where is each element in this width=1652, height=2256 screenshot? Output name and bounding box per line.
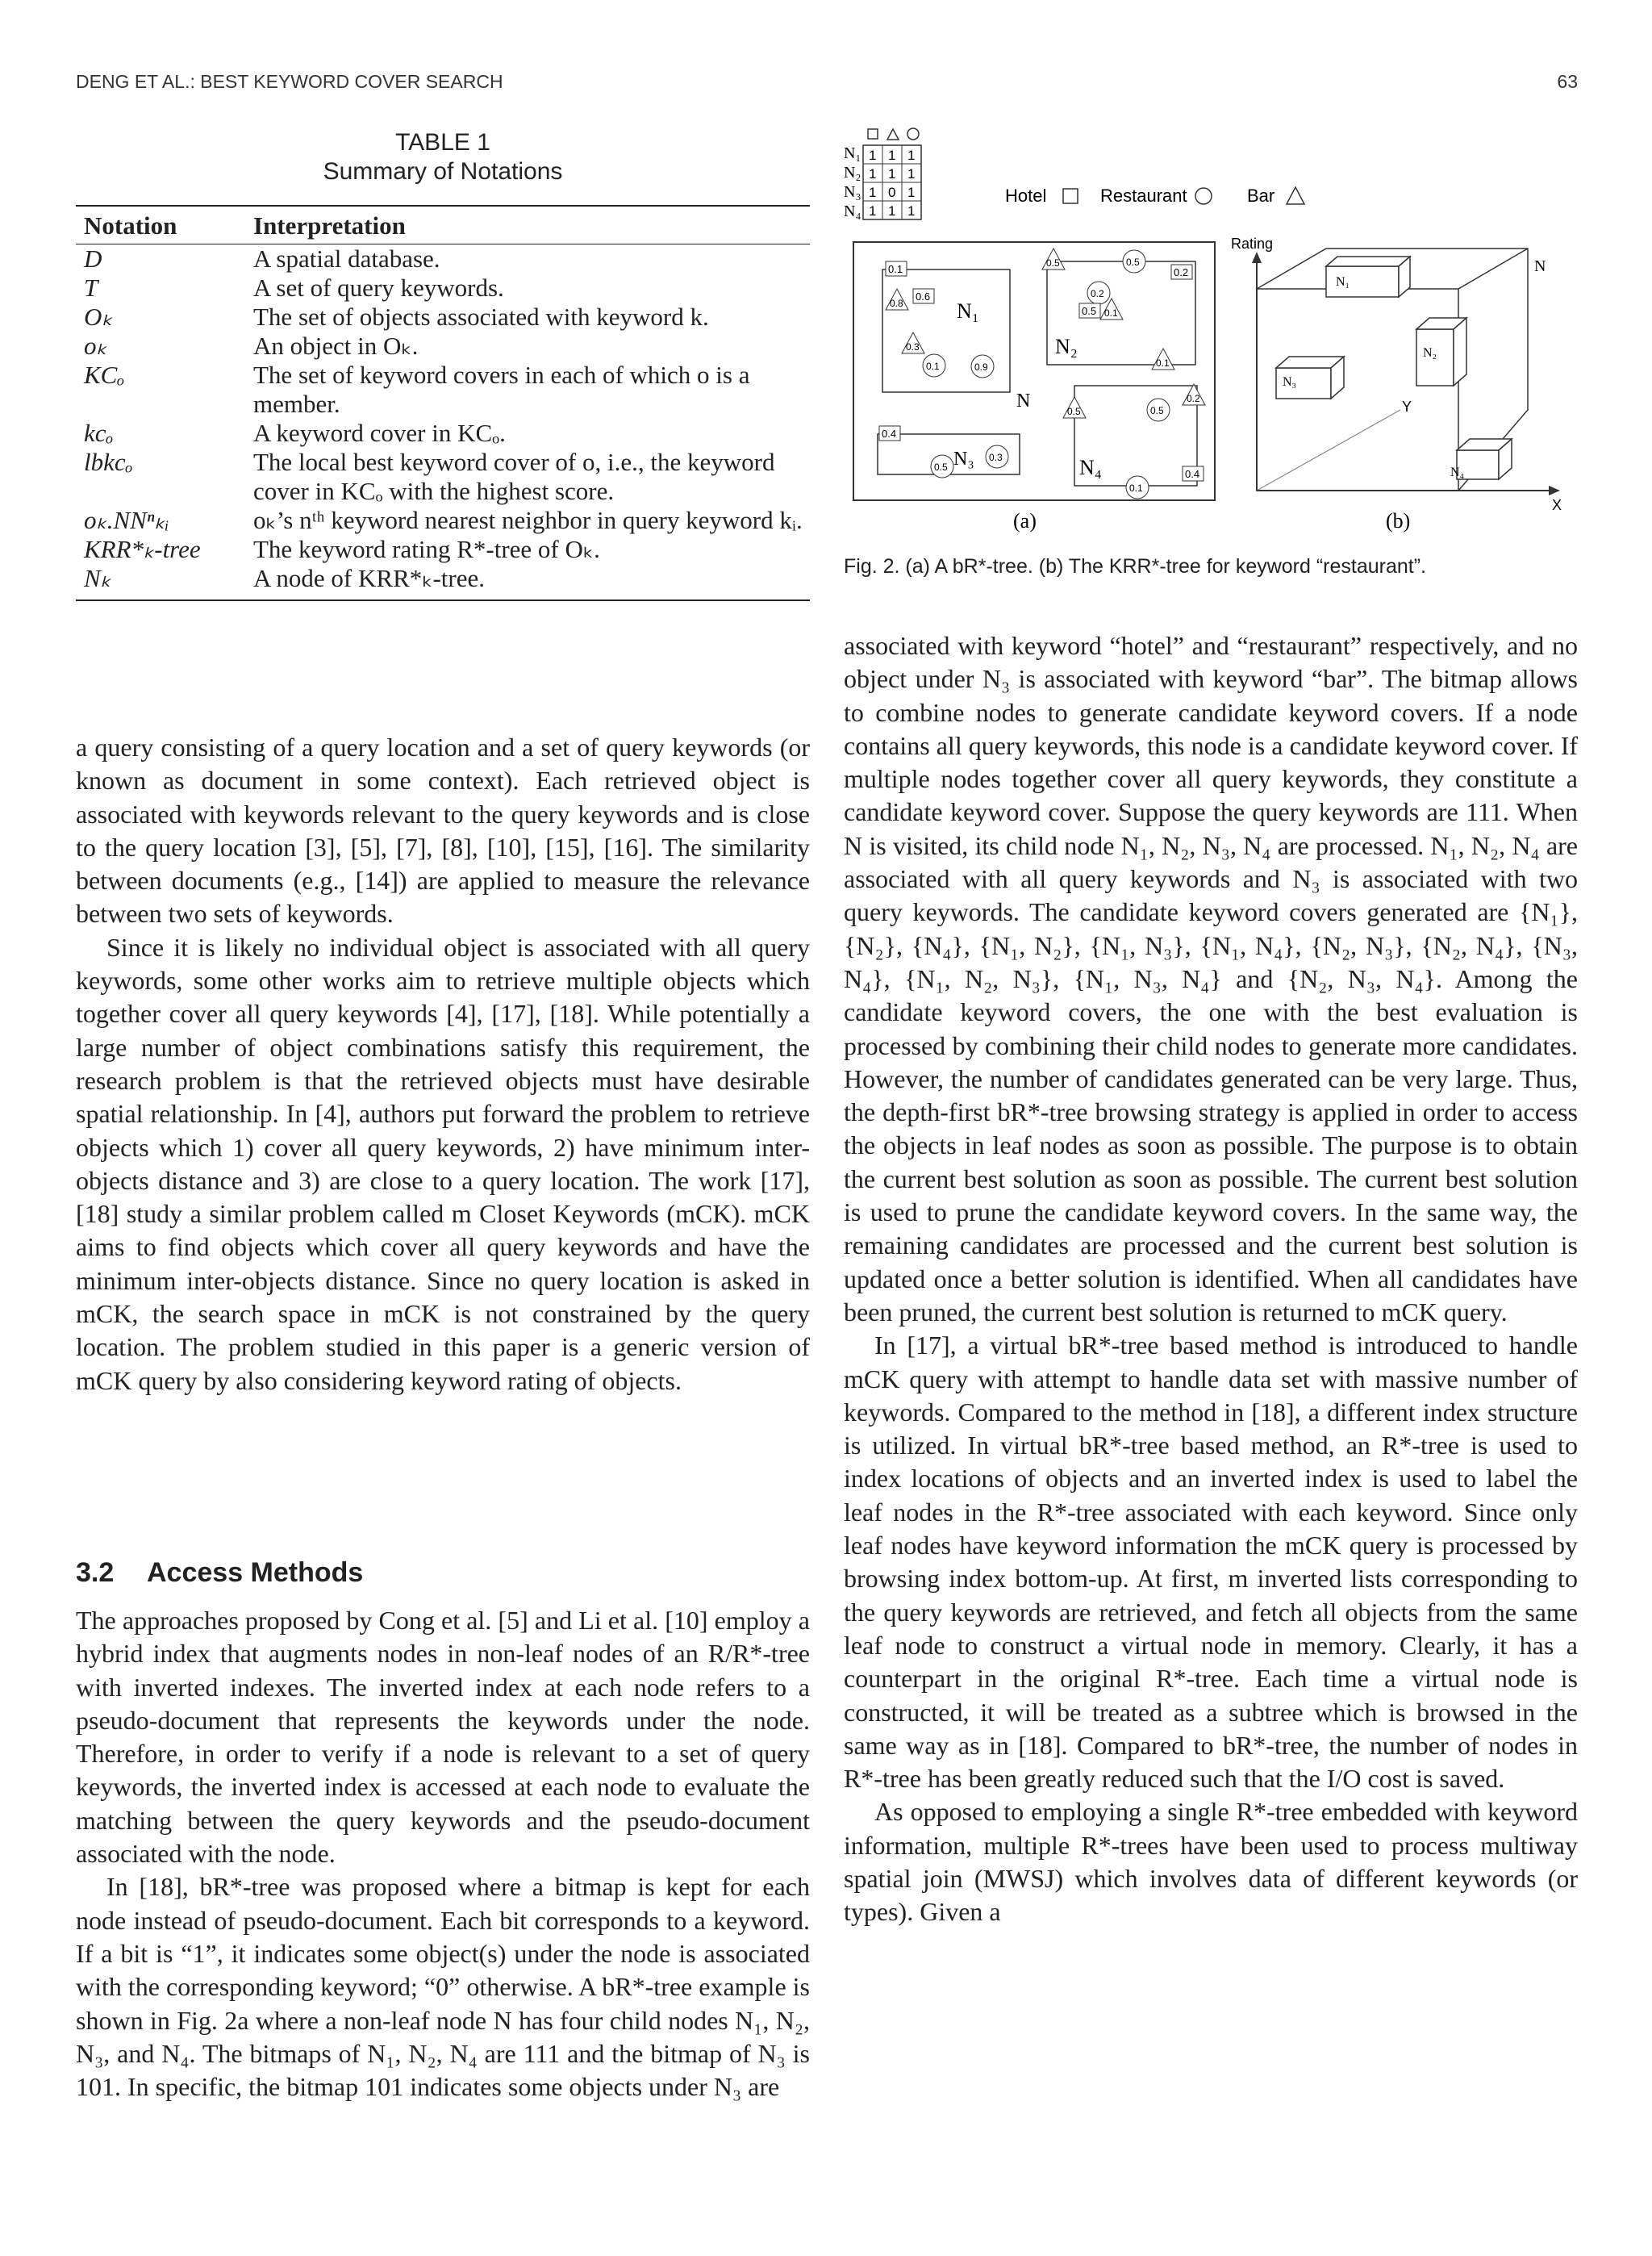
table-row bbox=[76, 303, 810, 332]
object-value: 0.5 bbox=[1126, 257, 1140, 268]
running-head-title: DENG ET AL.: BEST KEYWORD COVER SEARCH bbox=[76, 71, 503, 92]
interpretation-cell: A keyword cover in KCₒ. bbox=[253, 419, 506, 447]
interpretation-cell: The local best keyword cover of o, i.e., the keyword cover in KCₒ with the highest score. bbox=[253, 448, 775, 505]
object-value: 0.5 bbox=[1150, 405, 1164, 416]
square-icon bbox=[1063, 189, 1078, 203]
page-number: 63 bbox=[1557, 71, 1578, 92]
paragraph: As opposed to employing a single R*-tree embedded with keyword information, multiple R*-trees have been used to process multiway spatial join (MWSJ) which involves data of different keywords (or types). Given a bbox=[844, 1797, 1578, 1927]
table-caption: Summary of Notations bbox=[323, 158, 563, 185]
bitmap-row-label: N₂ bbox=[844, 164, 861, 182]
table-row bbox=[76, 506, 810, 535]
section-number: 3.2 bbox=[76, 1557, 115, 1588]
node-label-n1: N₁ bbox=[957, 299, 979, 323]
node-label-n3: N₃ bbox=[1283, 375, 1297, 389]
table-header-interpretation: Interpretation bbox=[245, 206, 810, 244]
node-label-n: N bbox=[1534, 257, 1546, 275]
square-icon bbox=[868, 129, 878, 139]
object-value: 0.5 bbox=[934, 462, 948, 473]
paragraph: a query consisting of a query location and a set of query keywords (or known as document in some context). Each retrieved object is associated with keywords relevant to the query keywords and is close to the query location [3], [5], [7], [8], [10], [15], [16]. The similarity between documents (e.g., [14]) are applied to measure the relevance between two sets of keywords. bbox=[76, 733, 810, 929]
object-value: 0.1 bbox=[1156, 357, 1170, 369]
interpretation-cell: oₖ’s nᵗʰ keyword nearest neighbor in query keyword kᵢ. bbox=[253, 506, 803, 534]
notation-cell: T bbox=[84, 274, 98, 302]
section-heading bbox=[76, 1557, 810, 1589]
object-value: 0.4 bbox=[882, 428, 897, 440]
bit: 1 bbox=[869, 166, 877, 182]
br-tree-diagram bbox=[853, 242, 1215, 533]
bit: 1 bbox=[888, 166, 896, 182]
left-column-text-2 bbox=[76, 1604, 810, 2104]
legend-restaurant: Restaurant bbox=[1100, 186, 1187, 206]
notation-cell: D bbox=[84, 244, 102, 273]
paragraph: associated with keyword “hotel” and “restaurant” respectively, and no object under N₃ is associated with keyword “bar”. The bitmap allows to combine nodes to generate candidate keyword covers. If a node contains all query keywords, this node is a candidate keyword cover. If multiple nodes together cover all query keywords, they constitute a candidate keyword cover. Suppose the query keywords are 111. When N is visited, its child node N₁, N₂, N₃, N₄ are processed. N₁, N₂, N₄ are associated with all query keywords and N₃ is associated with two query keywords. The candidate keyword covers generated are {N₁}, {N₂}, {N₄}, {N₁, N₂}, {N₁, N₃}, {N₁, N₄}, {N₂, N₃}, {N₂, N₄}, {N₃, N₄}, {N₁, N₂, N₃}, {N₁, N₃, N₄} and {N₂, N₃, N₄}. Among the candidate keyword covers, the one with the best evaluation is processed by combining their child nodes to generate more candidates. However, the number of candidates generated can be very large. Thus, the depth-first bR*-tree browsing strategy is applied in order to access the objects in leaf nodes as soon as possible. The purpose is to obtain the current best solution as soon as possible. The current best solution is used to prune the candidate keyword covers. In the same way, the remaining candidates are processed and the current best solution is updated once a better solution is identified. When all candidates have been pruned, the current best solution is returned to mCK query. bbox=[844, 631, 1578, 1326]
table-header-row bbox=[76, 206, 810, 244]
table-row bbox=[76, 564, 810, 600]
figure-caption: Fig. 2. (a) A bR*-tree. (b) The KRR*-tree for keyword “restaurant”. bbox=[844, 555, 1427, 578]
sublabel-b: (b) bbox=[1386, 509, 1411, 533]
object-value: 0.8 bbox=[890, 298, 903, 309]
bit: 1 bbox=[907, 166, 916, 182]
table-row bbox=[76, 274, 810, 303]
node-label-n2: N₂ bbox=[1423, 346, 1437, 360]
sublabel-a: (a) bbox=[1013, 509, 1037, 533]
bit: 1 bbox=[888, 203, 896, 219]
paragraph: The approaches proposed by Cong et al. [5] and Li et al. [10] employ a hybrid index that augments nodes in non-leaf nodes of an R/R*-tree with inverted indexes. The inverted index at each node refers to a pseudo-document that represents the keywords under the node. Therefore, in order to verify if a node is relevant to a set of query keywords, the inverted index is accessed at each node to evaluate the matching between the query keywords and the pseudo-document associated with the node. bbox=[76, 1606, 810, 1869]
table-row bbox=[76, 361, 810, 419]
figure-2 bbox=[844, 127, 1578, 595]
object-value: 0.9 bbox=[974, 361, 988, 373]
axis-label-x: X bbox=[1552, 497, 1562, 513]
bit: 1 bbox=[888, 148, 896, 163]
interpretation-cell: A node of KRR*ₖ-tree. bbox=[245, 564, 810, 600]
object-value: 0.5 bbox=[1067, 406, 1081, 417]
bit: 1 bbox=[869, 185, 877, 200]
circle-icon bbox=[907, 128, 919, 140]
interpretation-cell: The set of objects associated with keyword k. bbox=[253, 303, 709, 331]
bit: 1 bbox=[869, 148, 877, 163]
node-label-n: N bbox=[1016, 391, 1031, 412]
bit: 0 bbox=[888, 185, 896, 200]
figure-2-svg bbox=[844, 127, 1578, 547]
bitmap-row-label: N₃ bbox=[844, 183, 861, 201]
notation-cell: lbkcₒ bbox=[84, 448, 133, 476]
bit: 1 bbox=[907, 148, 916, 163]
krr-tree-diagram bbox=[1231, 236, 1562, 533]
bitmap-grid bbox=[844, 144, 921, 220]
axis-label-y: Y bbox=[1402, 399, 1412, 415]
table-row bbox=[76, 448, 810, 506]
table-header-notation: Notation bbox=[76, 206, 245, 244]
notation-cell: oₖ bbox=[84, 332, 107, 360]
object-value: 0.3 bbox=[989, 452, 1003, 463]
object-value: 0.3 bbox=[906, 341, 920, 353]
paragraph: In [17], a virtual bR*-tree based method is introduced to handle mCK query with attempt to handle data set with massive number of keywords. Compared to the method in [18], a different index structure is utilized. In virtual bR*-tree based method, an R*-tree is used to index locations of objects and an inverted index is used to label the leaf nodes in the R*-tree associated with each keyword. Since only leaf nodes have keyword information the mCK query is processed by browsing index bottom-up. At first, m inverted lists corresponding to the query keywords are retrieved, and fetch all objects from the same leaf node to construct a virtual node in memory. Clearly, it has a counterpart in the original R*-tree. Each time a virtual node is constructed, it will be treated as a subtree which is browsed in the same way as in [18]. Compared to bR*-tree, the number of nodes in R*-tree has been greatly reduced such that the I/O cost is saved. bbox=[844, 1331, 1578, 1794]
object-value: 0.1 bbox=[1104, 307, 1118, 319]
left-column-text bbox=[76, 731, 810, 1397]
axis-label-rating: Rating bbox=[1231, 236, 1274, 252]
object-value: 0.4 bbox=[1185, 468, 1200, 480]
bit: 1 bbox=[869, 203, 877, 219]
table-label: TABLE 1 bbox=[395, 129, 490, 156]
node-label-n3: N₃ bbox=[953, 449, 974, 470]
figure-legend bbox=[1005, 186, 1304, 206]
object-value: 0.6 bbox=[916, 290, 931, 303]
table-row bbox=[76, 535, 810, 564]
interpretation-cell: A spatial database. bbox=[253, 244, 440, 273]
table-row bbox=[76, 332, 810, 361]
legend-bar: Bar bbox=[1247, 186, 1275, 206]
interpretation-cell: A set of query keywords. bbox=[253, 274, 504, 302]
table-row bbox=[76, 419, 810, 448]
bitmap-row-label: N₄ bbox=[844, 203, 861, 220]
notation-cell: oₖ.NNⁿₖᵢ bbox=[84, 506, 169, 534]
circle-icon bbox=[1195, 188, 1212, 204]
object-value: 0.2 bbox=[1174, 266, 1189, 278]
notation-cell: KRR*ₖ-tree bbox=[84, 535, 201, 563]
interpretation-cell: An object in Oₖ. bbox=[253, 332, 419, 360]
legend-hotel: Hotel bbox=[1005, 186, 1047, 206]
notation-table bbox=[76, 205, 810, 601]
notation-cell: kcₒ bbox=[84, 419, 114, 447]
node-label-n1: N₁ bbox=[1336, 275, 1350, 289]
object-value: 0.1 bbox=[888, 263, 903, 275]
notation-cell: Nₖ bbox=[76, 564, 245, 600]
object-value: 0.1 bbox=[926, 361, 940, 372]
notation-table-block bbox=[76, 121, 810, 654]
right-column-text bbox=[844, 629, 1578, 1929]
interpretation-cell: The keyword rating R*-tree of Oₖ. bbox=[253, 535, 600, 563]
paragraph: Since it is likely no individual object is associated with all query keywords, some other works aim to retrieve multiple objects which together cover all query keywords [4], [17], [18]. While potentially a large number of object combinations satisfy this requirement, the research problem is that the retrieved objects must have desirable spatial relationship. In [4], authors put forward the problem to retrieve objects which 1) cover all query keywords, 2) have minimum inter-objects distance and 3) are close to a query location. The work [17], [18] study a similar problem called m Closet Keywords (mCK). mCK aims to find objects which cover all query keywords and have the minimum inter-objects distance. Since no query location is asked in mCK, the search space in mCK is not constrained by the query location. The problem studied in this paper is a generic version of mCK query by also considering keyword rating of objects. bbox=[76, 932, 810, 1395]
node-label-n2: N₂ bbox=[1055, 335, 1078, 358]
bitmap-row-label: N₁ bbox=[844, 144, 861, 162]
notation-cell: KCₒ bbox=[84, 361, 125, 389]
triangle-icon bbox=[1287, 187, 1304, 204]
section-title: Access Methods bbox=[147, 1557, 364, 1588]
node-label-n4: N₄ bbox=[1079, 456, 1102, 479]
bit: 1 bbox=[907, 203, 916, 219]
object-value: 0.2 bbox=[1187, 393, 1200, 404]
object-value: 0.5 bbox=[1082, 305, 1097, 317]
node-label-n4: N₄ bbox=[1450, 466, 1465, 479]
interpretation-cell: The set of keyword covers in each of which o is a member. bbox=[253, 361, 750, 418]
notation-cell: Oₖ bbox=[84, 303, 113, 331]
object-value: 0.5 bbox=[1046, 257, 1060, 269]
object-value: 0.1 bbox=[1129, 483, 1143, 494]
triangle-icon bbox=[887, 129, 899, 140]
table-row bbox=[76, 244, 810, 274]
object-value: 0.2 bbox=[1091, 288, 1104, 299]
running-head bbox=[76, 71, 1578, 100]
paragraph: In [18], bR*-tree was proposed where a bitmap is kept for each node instead of pseudo-document. Each bit corresponds to a keyword. If a bit is “1”, it indicates some object(s) under the node is associated with the corresponding keyword; “0” otherwise. A bR*-tree example is shown in Fig. 2a where a non-leaf node N has four child nodes N₁, N₂, N₃, and N₄. The bitmaps of N₁, N₂, N₄ are 111 and the bitmap of N₃ is 101. In specific, the bitmap 101 indicates some objects under N₃ are bbox=[76, 1872, 810, 2102]
bit: 1 bbox=[907, 185, 916, 200]
